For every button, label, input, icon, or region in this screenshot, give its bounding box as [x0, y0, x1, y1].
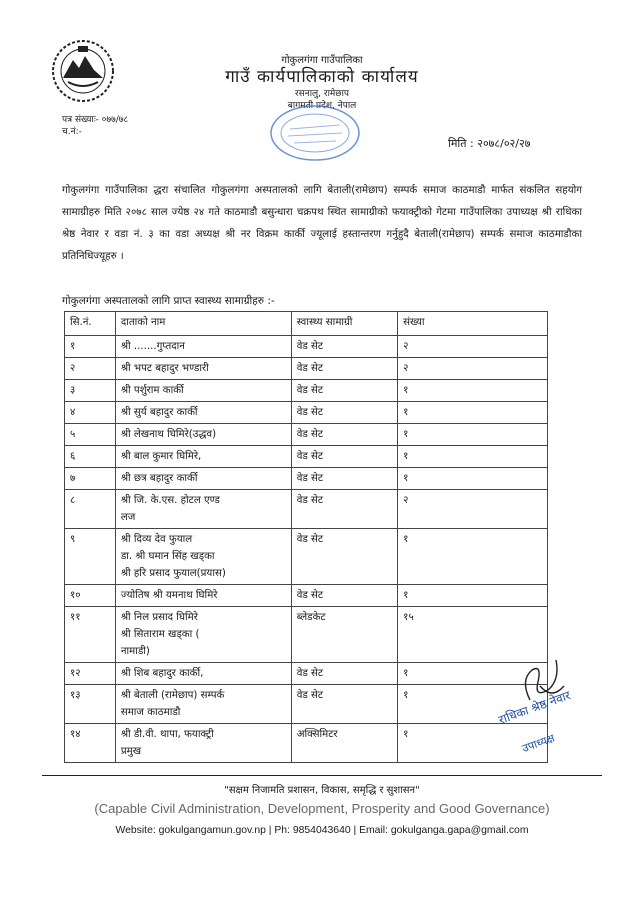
cell-quantity: १	[398, 529, 548, 585]
items-list-heading: गोकुलगंगा अस्पतालको लागि प्राप्त स्वास्थ्य सामाग्रीहरु :-	[62, 295, 275, 307]
table-row	[65, 358, 548, 380]
cell-donor	[115, 358, 291, 380]
cell-quantity: २	[398, 358, 548, 380]
table-row	[65, 585, 548, 607]
donor-name-line: श्री निल प्रसाद घिमिरे	[120, 612, 198, 623]
donor-name-line: श्री भपट बहादुर भण्डारी	[120, 363, 209, 374]
cell-item: वेड सेट	[291, 490, 397, 529]
table-row	[65, 663, 548, 685]
cell-donor	[115, 380, 291, 402]
table-row	[65, 380, 548, 402]
cell-item: वेड सेट	[291, 446, 397, 468]
cell-serial: १२	[65, 663, 116, 685]
footer-divider	[42, 775, 602, 776]
table-row	[65, 529, 548, 585]
cell-item: वेड सेट	[291, 468, 397, 490]
cell-item: वेड सेट	[291, 585, 397, 607]
donor-name-line: श्री लेखनाथ घिमिरे(उद्धव)	[120, 429, 217, 440]
cell-donor	[115, 607, 291, 663]
donor-name-line: श्री बेताली (रामेछाप) सम्पर्क	[120, 690, 225, 701]
donor-name-line: श्री सिताराम खड्का (	[120, 629, 200, 640]
donor-name-line: श्री जि. के.एस. होटल एण्ड	[120, 495, 220, 506]
cell-quantity: १	[398, 663, 548, 685]
donor-name-line: डा. श्री घमान सिंह खड्का	[120, 551, 215, 562]
donor-name-line: श्री शिब बहादुर कार्की,	[120, 668, 204, 679]
cell-donor	[115, 529, 291, 585]
cell-donor	[115, 663, 291, 685]
cell-donor	[115, 336, 291, 358]
municipality-name: गोकुलगंगा गाउँपालिका	[281, 55, 363, 66]
cell-quantity: १	[398, 380, 548, 402]
cell-serial: ९	[65, 529, 116, 585]
cell-item: अक्सिमिटर	[291, 724, 397, 763]
cell-item: वेड सेट	[291, 685, 397, 724]
cell-serial: १०	[65, 585, 116, 607]
cell-donor	[115, 424, 291, 446]
cell-item: वेड सेट	[291, 424, 397, 446]
donor-name-line: ज्योतिष श्री यमनाथ घिमिरे	[120, 590, 218, 601]
cell-serial: ८	[65, 490, 116, 529]
donor-name-line: श्री छत्र बहादुर कार्की	[120, 473, 198, 484]
office-address-line2: बागमती प्रदेश, नेपाल	[287, 101, 357, 111]
donor-name-line: लज	[120, 512, 136, 523]
table-row	[65, 685, 548, 724]
cell-quantity: १	[398, 685, 548, 724]
cell-quantity: १५	[398, 607, 548, 663]
cell-serial: ३	[65, 380, 116, 402]
column-header-quantity: संख्या	[398, 312, 548, 336]
cell-item: वेड सेट	[291, 380, 397, 402]
donor-name-line: प्रमुख	[120, 746, 142, 757]
cell-serial: २	[65, 358, 116, 380]
letter-body-paragraph: गोकुलगंगा गाउँपालिका द्धरा संचालित गोकुलगंगा अस्पतालको लागि बेताली(रामेछाप) सम्पर्क समाज काठमाडौ मार्फत संकलित सहयोग सामाग्रीहरु मिति २०७८ साल ज्येष्ठ २४ गते काठमाडौ बसुन्धारा चक्रपथ स्थित सामाग्रीको फयाक्ट्रीको गेटमा गाउँपालिका उपाध्यक्ष श्री राधिका श्रेष्ठ नेवार र वडा नं. ३ का वडा अध्यक्ष श्री नर विक्रम कार्की ज्यूलाई हस्तान्तरण गर्नुहुदै बेताली(रामेछाप) सम्पर्क समाज काठमाडौका प्रतिनिधिज्यूहरु ।	[62, 185, 582, 262]
donor-name-line: श्री .......गुप्तदान	[120, 341, 185, 352]
donor-name-line: श्री डी.वी. थापा, फयाक्ट्री	[120, 729, 214, 740]
cell-serial: ५	[65, 424, 116, 446]
table-row	[65, 468, 548, 490]
signatory-title: उपाध्यक्ष	[520, 731, 557, 756]
office-address-line1: रसनालु, रामेछाप	[294, 89, 350, 99]
column-header-item: स्वास्थ्य सामाग्री	[291, 312, 397, 336]
table-row	[65, 607, 548, 663]
cell-donor	[115, 585, 291, 607]
cell-quantity: २	[398, 490, 548, 529]
cell-donor	[115, 685, 291, 724]
donor-name-line: श्री दिव्य देव फुयाल	[120, 534, 193, 545]
cell-donor	[115, 490, 291, 529]
cell-quantity: २	[398, 336, 548, 358]
cell-donor	[115, 724, 291, 763]
table-row	[65, 402, 548, 424]
cell-quantity: १	[398, 724, 548, 763]
cell-quantity: १	[398, 402, 548, 424]
footer-contacts: Website: gokulgangamun.gov.np | Ph: 9854043640 | Email: gokulganga.gapa@gmail.com	[115, 825, 529, 836]
cell-serial: ७	[65, 468, 116, 490]
cell-item: वेड सेट	[291, 358, 397, 380]
cell-serial: ११	[65, 607, 116, 663]
footer-motto-english: (Capable Civil Administration, Development, Prosperity and Good Governance)	[94, 801, 550, 816]
office-stamp	[268, 103, 362, 163]
signatory-name: राधिका श्रेष्ठ नेवार	[496, 688, 573, 728]
cell-item: वेड सेट	[291, 336, 397, 358]
cell-donor	[115, 468, 291, 490]
column-header-donor: दाताको नाम	[115, 312, 291, 336]
cell-item: वेड सेट	[291, 402, 397, 424]
donor-name-line: नामाडी)	[120, 646, 150, 657]
table-row	[65, 490, 548, 529]
letter-reference-number: पत्र संख्याः- ०७७/७८	[62, 115, 129, 125]
cell-serial: १३	[65, 685, 116, 724]
table-header-row	[65, 312, 548, 336]
cell-quantity: १	[398, 468, 548, 490]
cell-quantity: १	[398, 424, 548, 446]
donor-name-line: श्री बाल कुमार घिमिरे,	[120, 451, 202, 462]
table-row	[65, 424, 548, 446]
cell-serial: १४	[65, 724, 116, 763]
donor-name-line: श्री हरि प्रसाद फुयाल(प्रयास)	[120, 568, 226, 579]
footer-motto: "सक्षम निजामति प्रशासन, विकास, समृद्धि र सुशासन"	[224, 785, 420, 796]
cell-donor	[115, 402, 291, 424]
cell-item: ब्लेडकेट	[291, 607, 397, 663]
letter-date: मिति : २०७८/०२/२७	[448, 137, 531, 150]
cell-serial: १	[65, 336, 116, 358]
donor-name-line: श्री पर्शुराम कार्की	[120, 385, 184, 396]
dispatch-number: च.नं:-	[62, 127, 82, 137]
donor-name-line: श्री सुर्य बहादुर कार्की	[120, 407, 198, 418]
column-header-serial: सि.नं.	[65, 312, 116, 336]
donation-items-table	[64, 311, 548, 763]
donor-name-line: समाज काठमाडौ	[120, 707, 181, 718]
table-row	[65, 336, 548, 358]
office-title: गाउँ कार्यपालिकाको कार्यालय	[225, 67, 419, 87]
cell-quantity: १	[398, 585, 548, 607]
cell-donor	[115, 446, 291, 468]
cell-serial: ६	[65, 446, 116, 468]
table-row	[65, 446, 548, 468]
cell-serial: ४	[65, 402, 116, 424]
cell-item: वेड सेट	[291, 663, 397, 685]
cell-quantity: १	[398, 446, 548, 468]
table-body	[65, 336, 548, 763]
table-row	[65, 724, 548, 763]
cell-item: वेड सेट	[291, 529, 397, 585]
